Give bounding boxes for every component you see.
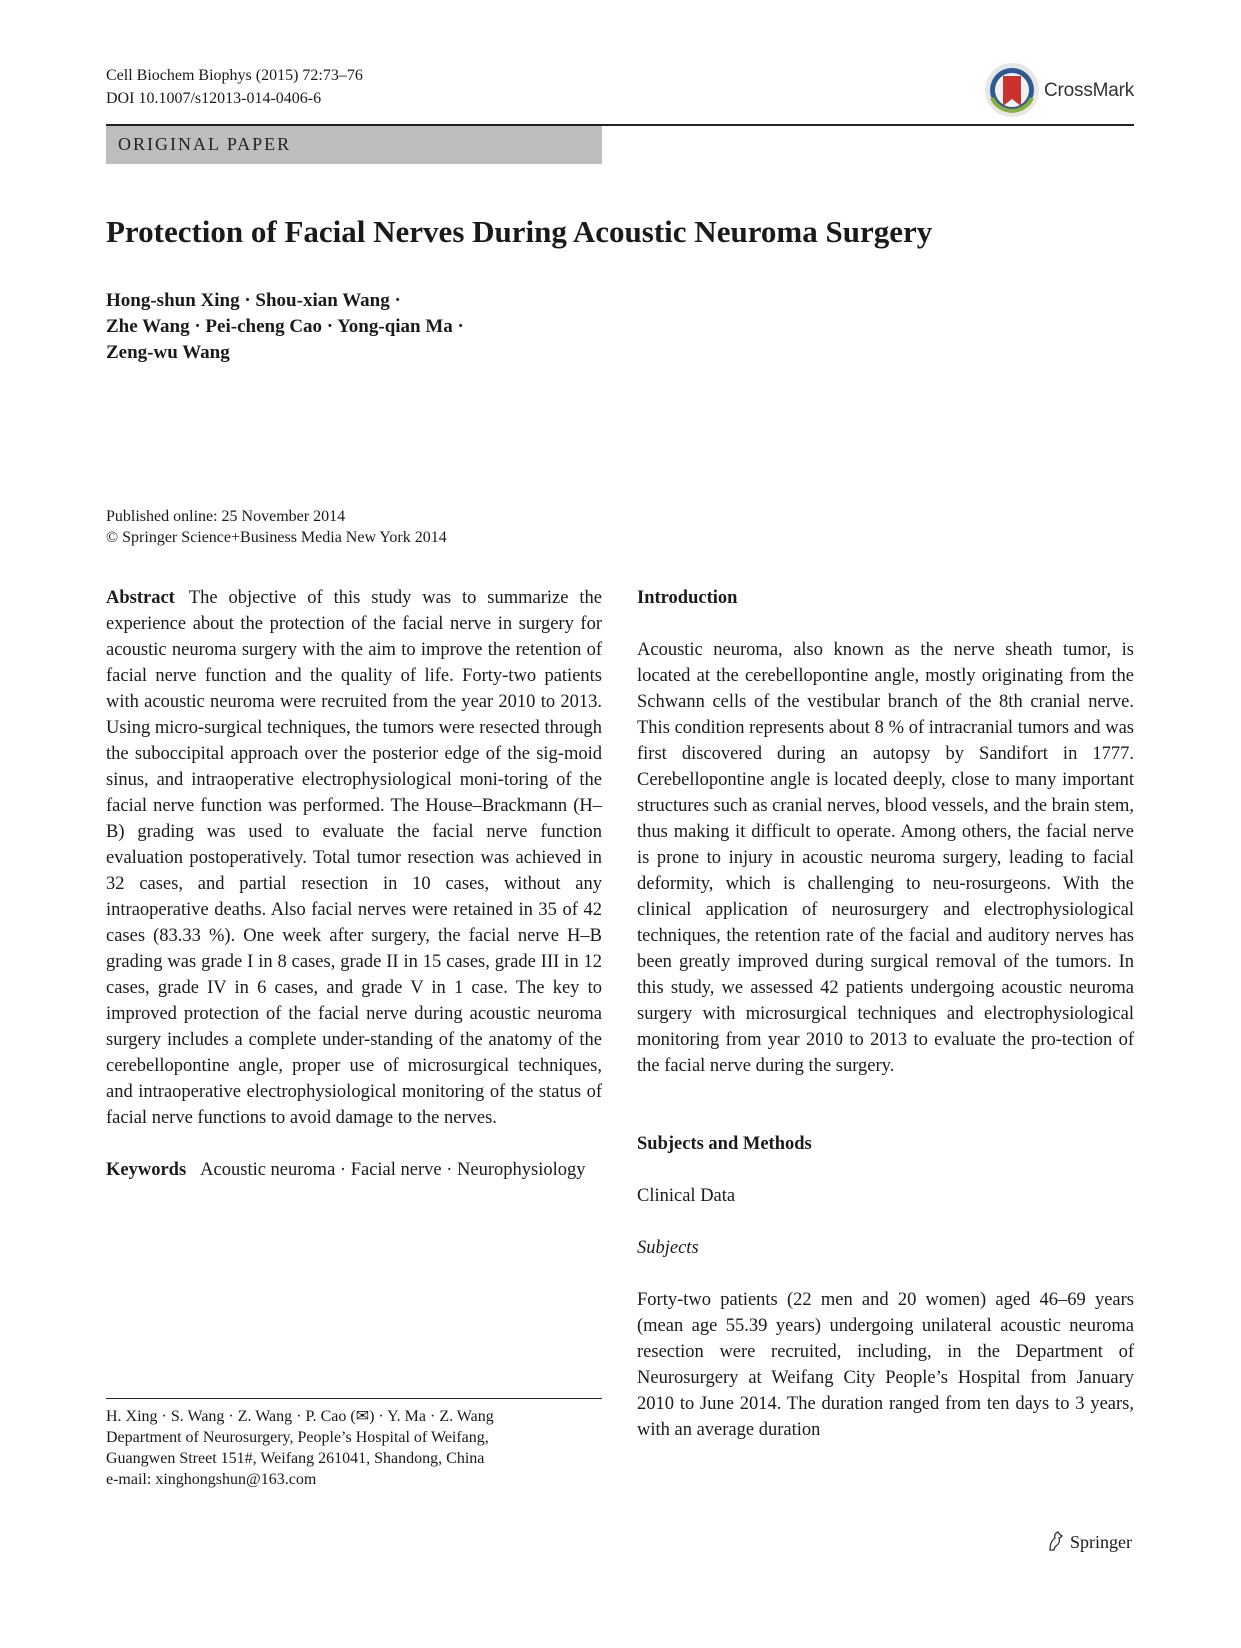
journal-citation: Cell Biochem Biophys (2015) 72:73–76 [106, 67, 363, 84]
right-column [637, 585, 1134, 1443]
publication-info [106, 506, 447, 548]
left-column [106, 585, 602, 1183]
abstract [106, 585, 602, 1131]
published-date: Published online: 25 November 2014 [106, 508, 346, 525]
publisher-name: Springer [1070, 1532, 1132, 1552]
publisher-footer [1046, 1530, 1132, 1553]
author-list [106, 288, 464, 366]
affiliation-block [106, 1406, 494, 1490]
journal-doi[interactable]: DOI 10.1007/s12013-014-0406-6 [106, 90, 322, 107]
author-line: Zeng-wu Wang [106, 342, 230, 363]
section-tag-label: ORIGINAL PAPER [118, 134, 292, 154]
keywords-text: Acoustic neuroma · Facial nerve · Neurophysiology [200, 1160, 586, 1180]
keywords-heading: Keywords [106, 1160, 187, 1180]
affiliation-line: Guangwen Street 151#, Weifang 261041, Shandong, China [106, 1450, 485, 1467]
author-line: Hong-shun Xing · Shou-xian Wang · [106, 290, 401, 311]
affiliation-line: H. Xing · S. Wang · Z. Wang · P. Cao (✉) · Y. Ma · Z. Wang [106, 1408, 494, 1425]
crossmark-icon [984, 62, 1040, 118]
crossmark-badge[interactable] [984, 62, 1134, 120]
paper-title: Protection of Facial Nerves During Acoustic Neuroma Surgery [106, 214, 933, 249]
methods-text: Forty-two patients (22 men and 20 women) aged 46–69 years (mean age 55.39 years) undergoing unilateral acoustic neuroma resection were recruited, including, in the Department of Neurosurgery at Weifang City People’s Hospital from January 2010 to June 2014. The duration ranged from ten days to 3 years, with an average duration [637, 1290, 1134, 1440]
crossmark-label: CrossMark [1044, 80, 1135, 101]
introduction-heading: Introduction [637, 588, 738, 608]
introduction-text: Acoustic neuroma, also known as the nerve sheath tumor, is located at the cerebellopontine angle, mostly originating from the Schwann cells of the vestibular branch of the 8th cranial nerve. This condition represents about 8 % of intracranial tumors and was first discovered during an autopsy by Sandifort in 1777. Cerebellopontine angle is located deeply, close to many important structures such as cranial nerves, blood vessels, and the brain stem, thus making it difficult to operate. Among others, the facial nerve is prone to injury in acoustic neuroma surgery, leading to facial deformity, which is challenging to neu-rosurgeons. With the clinical application of neurosurgery and electrophysiological techniques, the retention rate of the facial and auditory nerves has been greatly improved during surgical removal of the tumors. In this study, we assessed 42 patients undergoing acoustic neuroma surgery with microsurgical techniques and electrophysiological monitoring from year 2010 to 2013 to evaluate the pro-tection of the facial nerve during the surgery. [637, 640, 1134, 1076]
section-tag [106, 126, 602, 164]
journal-header [106, 64, 363, 110]
section-spacer [637, 1079, 1134, 1131]
springer-horse-icon [1046, 1530, 1066, 1552]
abstract-heading: Abstract [106, 588, 175, 608]
affiliation-email[interactable]: e-mail: xinghongshun@163.com [106, 1471, 317, 1488]
affiliation-line: Department of Neurosurgery, People’s Hospital of Weifang, [106, 1429, 489, 1446]
keywords [106, 1157, 602, 1183]
subjects-subheading: Subjects [637, 1238, 699, 1258]
methods-heading: Subjects and Methods [637, 1134, 812, 1154]
author-line: Zhe Wang · Pei-cheng Cao · Yong-qian Ma · [106, 316, 464, 337]
clinical-data-subheading: Clinical Data [637, 1186, 736, 1206]
abstract-text: The objective of this study was to summarize the experience about the protection of the facial nerve in surgery for acoustic neuroma surgery with the aim to improve the retention of facial nerve function and the quality of life. Forty-two patients with acoustic neuroma were recruited from the year 2010 to 2013. Using micro-surgical techniques, the tumors were resected through the suboccipital approach over the posterior edge of the sig-moid sinus, and intraoperative electrophysiological moni-toring of the facial nerve function was performed. The House–Brackmann (H–B) grading was used to evaluate the facial nerve function evaluation postoperatively. Total tumor resection was achieved in 32 cases, and partial resection in 10 cases, without any intraoperative deaths. Also facial nerves were retained in 35 of 42 cases (83.33 %). One week after surgery, the facial nerve H–B grading was grade I in 8 cases, grade II in 15 cases, grade III in 12 cases, grade IV in 6 cases, and grade V in 1 case. The key to improved protection of the facial nerve during acoustic neuroma surgery includes a complete under-standing of the anatomy of the cerebellopontine angle, proper use of microsurgical techniques, and intraoperative electrophysiological monitoring of the status of facial nerve functions to avoid damage to the nerves. [106, 588, 602, 1128]
affiliation-rule [106, 1398, 602, 1399]
copyright-line: © Springer Science+Business Media New York 2014 [106, 529, 447, 546]
